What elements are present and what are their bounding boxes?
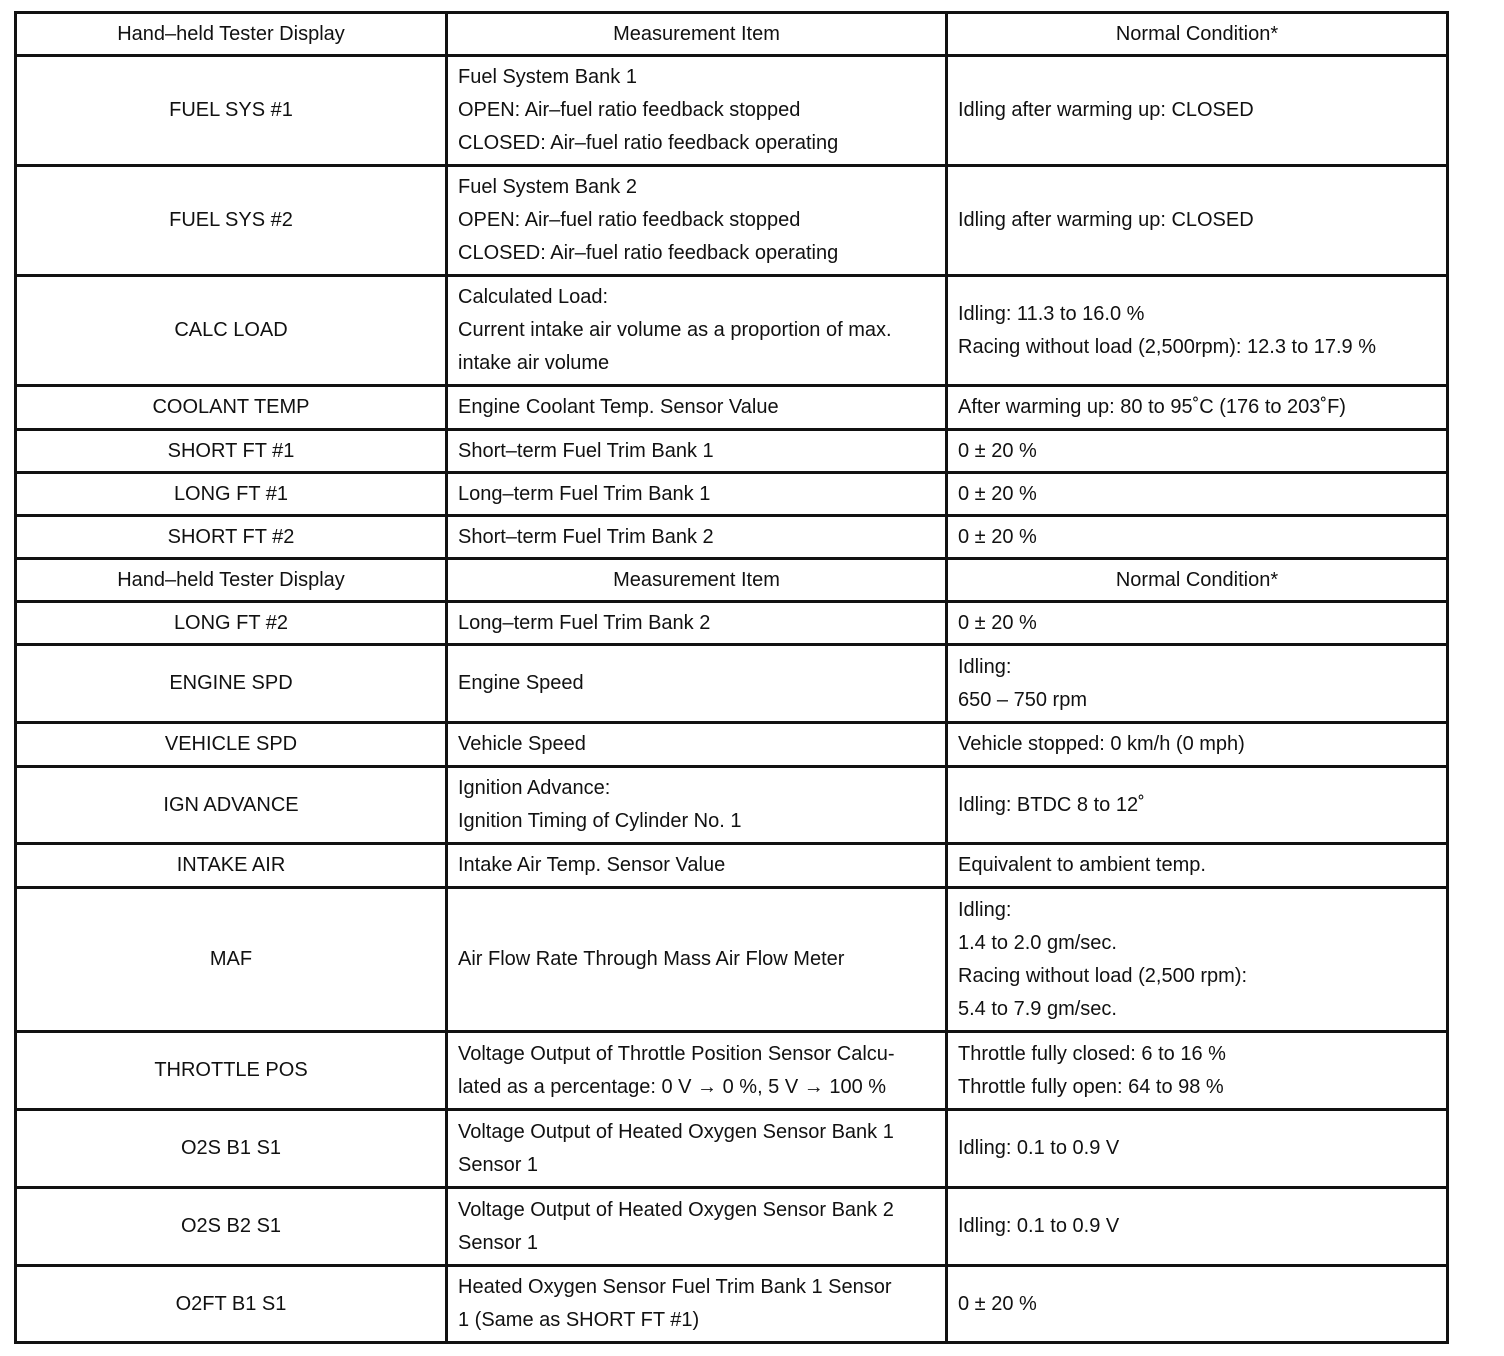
normal-condition-line: 0 ± 20 %: [958, 1292, 1037, 1315]
table-header-row: [16, 13, 1448, 56]
normal-condition-cell: [947, 1188, 1448, 1266]
measurement-item-line: Air Flow Rate Through Mass Air Flow Meter: [458, 948, 845, 970]
measurement-item-line: Vehicle Speed: [458, 733, 586, 755]
table-row: [16, 1188, 1448, 1266]
measurement-item-cell: [447, 767, 947, 844]
tester-display-cell: MAF: [16, 888, 447, 1032]
measurement-item-line: Calculated Load:: [458, 286, 609, 308]
normal-condition-cell: [947, 473, 1448, 516]
tester-display-cell: O2FT B1 S1: [16, 1266, 447, 1343]
measurement-item-cell: [447, 602, 947, 645]
header-normal-condition: [947, 559, 1448, 602]
measurement-item-cell: [447, 1032, 947, 1110]
normal-condition-line: Throttle fully open: 64 to 98 %: [958, 1075, 1224, 1098]
tester-display-cell: LONG FT #1: [16, 473, 447, 516]
normal-condition-line: 0 ± 20 %: [958, 482, 1037, 505]
measurement-item-cell: [447, 1188, 947, 1266]
table-row: [16, 1110, 1448, 1188]
measurement-item-line: Voltage Output of Heated Oxygen Sensor Bank 2: [458, 1198, 894, 1221]
normal-condition-line: 5.4 to 7.9 gm/sec.: [958, 997, 1117, 1020]
normal-condition-line: 650 – 750 rpm: [958, 688, 1087, 711]
table-body: [16, 13, 1448, 1343]
normal-condition-line: Equivalent to ambient temp.: [958, 854, 1206, 876]
normal-condition-cell: [947, 767, 1448, 844]
table-row: [16, 602, 1448, 645]
tester-display-cell: SHORT FT #2: [16, 516, 447, 559]
table-row: [16, 473, 1448, 516]
tester-display-cell: INTAKE AIR: [16, 844, 447, 888]
normal-condition-cell: [947, 888, 1448, 1032]
normal-condition-cell: [947, 844, 1448, 888]
measurement-item-cell: [447, 1110, 947, 1188]
measurement-item-cell: [447, 166, 947, 276]
measurement-item-line: Engine Coolant Temp. Sensor Value: [458, 396, 779, 418]
measurement-item-line: Sensor 1: [458, 1153, 539, 1176]
tester-display-cell: O2S B2 S1: [16, 1188, 447, 1266]
measurement-item-line: CLOSED: Air–fuel ratio feedback operating: [458, 242, 839, 264]
measurement-item-line: Short–term Fuel Trim Bank 1: [458, 439, 714, 462]
normal-condition-line: Idling after warming up: CLOSED: [958, 99, 1254, 121]
table-row: [16, 1266, 1448, 1343]
measurement-item-cell: [447, 888, 947, 1032]
table-row: [16, 1032, 1448, 1110]
table-row: [16, 166, 1448, 276]
normal-condition-line: Throttle fully closed: 6 to 16 %: [958, 1042, 1226, 1065]
tester-display-cell: FUEL SYS #1: [16, 56, 447, 166]
measurement-item-cell: [447, 56, 947, 166]
measurement-item-line: Engine Speed: [458, 672, 584, 694]
measurement-item-cell: [447, 645, 947, 723]
measurement-item-line: OPEN: Air–fuel ratio feedback stopped: [458, 209, 801, 231]
normal-condition-cell: [947, 166, 1448, 276]
tester-display-cell: THROTTLE POS: [16, 1032, 447, 1110]
table-row: [16, 430, 1448, 473]
header-normal-condition: Normal Condition*: [947, 13, 1448, 56]
normal-condition-line: Idling:: [958, 898, 1012, 921]
normal-condition-line: Idling: 11.3 to 16.0 %: [958, 302, 1145, 325]
measurement-item-line: Fuel System Bank 1: [458, 66, 637, 88]
measurement-item-line: intake air volume: [458, 352, 610, 374]
normal-condition-cell: [947, 1032, 1448, 1110]
measurement-item-cell: [447, 844, 947, 888]
normal-condition-cell: [947, 56, 1448, 166]
measurement-item-cell: [447, 723, 947, 767]
measurement-item-cell: [447, 473, 947, 516]
normal-condition-line: Normal Condition*: [1115, 568, 1279, 591]
table-row: [16, 516, 1448, 559]
measurement-item-line: OPEN: Air–fuel ratio feedback stopped: [458, 99, 801, 121]
header-measurement-item: Measurement Item: [447, 13, 947, 56]
measurement-item-line: 1 (Same as SHORT FT #1): [458, 1309, 700, 1331]
measurement-item-cell: [447, 430, 947, 473]
normal-condition-line: Vehicle stopped: 0 km/h (0 mph): [958, 733, 1245, 755]
header-tester-display: Hand–held Tester Display: [16, 13, 447, 56]
measurement-item-cell: [447, 276, 947, 386]
normal-condition-cell: [947, 386, 1448, 430]
tester-display-cell: COOLANT TEMP: [16, 386, 447, 430]
measurement-item-line: Long–term Fuel Trim Bank 1: [458, 482, 711, 505]
normal-condition-cell: [947, 602, 1448, 645]
header-measurement-item: [447, 559, 947, 602]
table-header-row: [16, 559, 1448, 602]
measurement-item-line: Voltage Output of Throttle Position Sensor Calcu-: [458, 1042, 895, 1065]
measurement-item-line: lated as a percentage: 0 V → 0 %, 5 V → 100 %: [458, 1075, 887, 1098]
normal-condition-cell: [947, 276, 1448, 386]
header-tester-display: Hand–held Tester Display: [16, 559, 447, 602]
measurement-item-line: Fuel System Bank 2: [458, 176, 637, 198]
normal-condition-line: Idling: BTDC 8 to 12˚: [958, 793, 1145, 816]
tester-display-cell: ENGINE SPD: [16, 645, 447, 723]
table-row: [16, 723, 1448, 767]
data-monitor-table: [14, 11, 1449, 1344]
measurement-item-line: Measurement Item: [613, 568, 780, 591]
table-row: [16, 844, 1448, 888]
tester-display-cell: FUEL SYS #2: [16, 166, 447, 276]
normal-condition-line: 1.4 to 2.0 gm/sec.: [958, 931, 1117, 954]
measurement-item-line: Ignition Advance:: [458, 777, 611, 799]
normal-condition-cell: [947, 1110, 1448, 1188]
normal-condition-line: Racing without load (2,500 rpm):: [958, 964, 1248, 987]
table-row: [16, 645, 1448, 723]
normal-condition-line: 0 ± 20 %: [958, 439, 1037, 462]
normal-condition-line: Racing without load (2,500rpm): 12.3 to 17.9 %: [958, 335, 1377, 358]
tester-display-cell: LONG FT #2: [16, 602, 447, 645]
measurement-item-cell: [447, 516, 947, 559]
normal-condition-line: Idling:: [958, 655, 1012, 678]
measurement-item-line: Ignition Timing of Cylinder No. 1: [458, 810, 742, 832]
measurement-item-line: Current intake air volume as a proportion of max.: [458, 319, 892, 341]
tester-display-cell: CALC LOAD: [16, 276, 447, 386]
normal-condition-line: 0 ± 20 %: [958, 611, 1037, 634]
normal-condition-cell: [947, 723, 1448, 767]
normal-condition-cell: [947, 430, 1448, 473]
measurement-item-line: CLOSED: Air–fuel ratio feedback operating: [458, 132, 839, 154]
table-row: [16, 56, 1448, 166]
normal-condition-cell: [947, 1266, 1448, 1343]
measurement-item-line: Voltage Output of Heated Oxygen Sensor Bank 1: [458, 1120, 894, 1143]
normal-condition-line: After warming up: 80 to 95˚C (176 to 203˚F): [958, 396, 1346, 418]
measurement-item-line: Heated Oxygen Sensor Fuel Trim Bank 1 Sensor: [458, 1276, 892, 1298]
table-row: [16, 386, 1448, 430]
tester-display-cell: VEHICLE SPD: [16, 723, 447, 767]
normal-condition-cell: [947, 645, 1448, 723]
measurement-item-cell: [447, 386, 947, 430]
normal-condition-cell: [947, 516, 1448, 559]
measurement-item-line: Long–term Fuel Trim Bank 2: [458, 611, 711, 634]
measurement-item-line: Short–term Fuel Trim Bank 2: [458, 525, 714, 548]
measurement-item-line: Sensor 1: [458, 1231, 539, 1254]
table-row: [16, 276, 1448, 386]
normal-condition-line: 0 ± 20 %: [958, 525, 1037, 548]
normal-condition-line: Idling: 0.1 to 0.9 V: [958, 1137, 1120, 1159]
tester-display-cell: IGN ADVANCE: [16, 767, 447, 844]
table-row: [16, 888, 1448, 1032]
tester-display-cell: SHORT FT #1: [16, 430, 447, 473]
normal-condition-line: Idling: 0.1 to 0.9 V: [958, 1215, 1120, 1237]
tester-display-cell: O2S B1 S1: [16, 1110, 447, 1188]
measurement-item-cell: [447, 1266, 947, 1343]
measurement-item-line: Intake Air Temp. Sensor Value: [458, 854, 726, 876]
table-row: [16, 767, 1448, 844]
normal-condition-line: Idling after warming up: CLOSED: [958, 209, 1254, 231]
